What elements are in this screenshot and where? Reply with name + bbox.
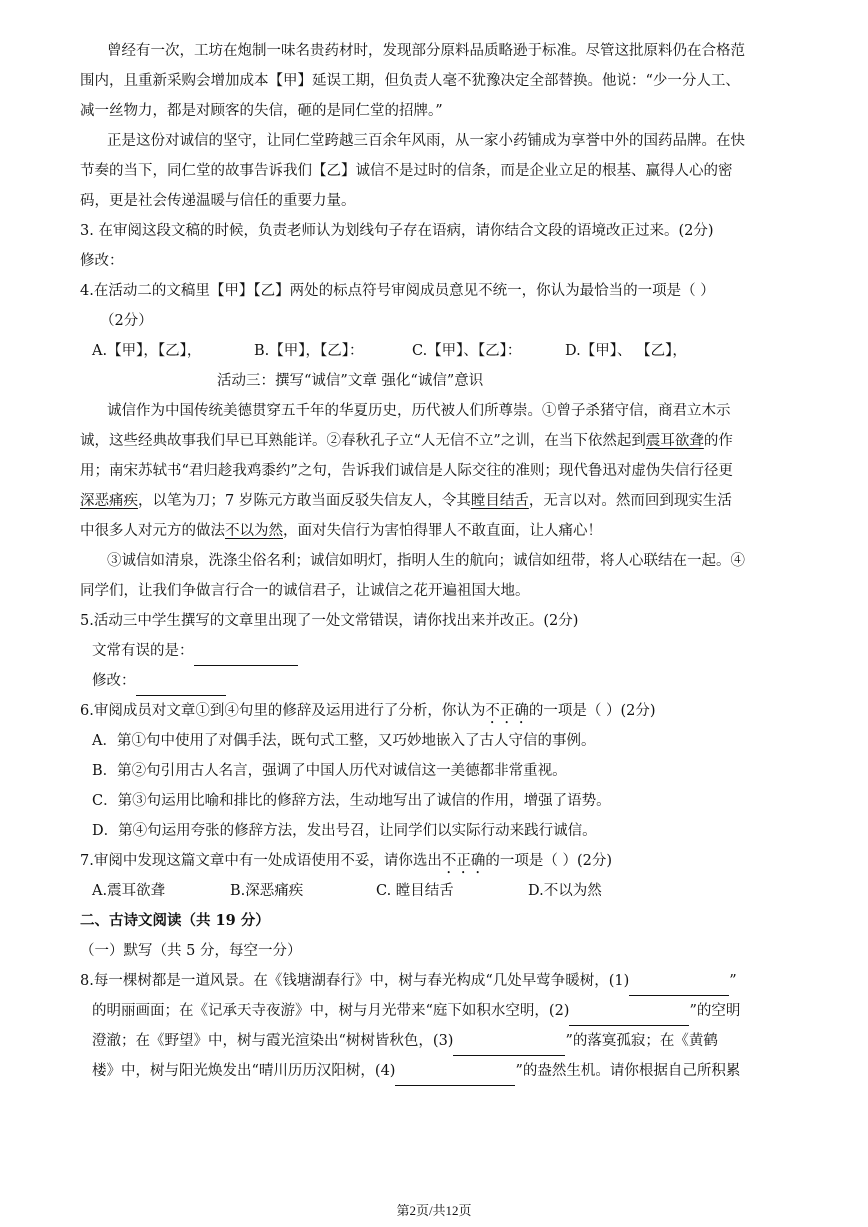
question-7-text: 的一项是（ ）(2分) bbox=[485, 853, 612, 869]
question-4-option-d[interactable]: D.【甲】、 【乙】， bbox=[565, 343, 687, 359]
question-8-line bbox=[92, 996, 740, 1026]
passage-line: 节奏的当下，同仁堂的故事告诉我们【乙】诚信不是过时的信条，而是企业立足的根基、赢得人心的密 bbox=[80, 163, 733, 179]
underlined-idiom: 瞠目结舌 bbox=[470, 493, 529, 509]
question-4: 4.在活动二的文稿里【甲】【乙】两处的标点符号审阅成员意见不统一，你认为最恰当的一项是（ ） bbox=[80, 283, 715, 299]
question-8-text: ”的落寞孤寂；在《黄鹤 bbox=[565, 1033, 718, 1049]
question-8-text: ” bbox=[729, 973, 737, 989]
question-7 bbox=[80, 846, 612, 877]
question-8-text: 8.每一棵树都是一道风景。在《钱塘湖春行》中，树与春光构成“几处早莺争暖树，(1) bbox=[80, 973, 630, 989]
passage-line: 围内，且重新采购会增加成本【甲】延误工期，但负责人毫不犹豫决定全部替换。他说：“少一分人工、 bbox=[80, 73, 740, 89]
question-8-line bbox=[92, 1056, 740, 1086]
essay-line: ③诚信如清泉，洗涤尘俗名利；诚信如明灯，指明人生的航向；诚信如纽带，将人心联结在一起。④ bbox=[107, 553, 745, 569]
underlined-idiom: 深恶痛疾 bbox=[80, 493, 138, 509]
essay-line bbox=[80, 486, 732, 516]
essay-text: ，以笔为刀；7 岁陈元方敢当面反驳失信友人，令其 bbox=[138, 493, 471, 509]
page-number: 第2页/共12页 bbox=[396, 1203, 472, 1218]
passage-line: 码，更是社会传递温暖与信任的重要力量。 bbox=[80, 193, 356, 209]
answer-blank[interactable] bbox=[395, 1067, 515, 1086]
essay-text: ，无言以对。然而回到现实生活 bbox=[528, 493, 732, 509]
answer-blank[interactable] bbox=[453, 1037, 565, 1056]
question-8-text: 的明丽画面；在《记承天寺夜游》中，树与月光带来“庭下如积水空明，(2) bbox=[92, 1003, 570, 1019]
question-8-text: ”的盎然生机。请你根据自己所积累 bbox=[515, 1063, 741, 1079]
question-8-text: 楼》中，树与阳光焕发出“晴川历历汉阳树，(4) bbox=[92, 1063, 396, 1079]
essay-text: 中很多人对元方的做法 bbox=[80, 523, 225, 539]
question-5-wrong-row bbox=[92, 636, 298, 666]
question-4-score: （2分） bbox=[100, 313, 153, 329]
answer-blank[interactable] bbox=[569, 1007, 689, 1026]
question-6-text: 的一项是（ ）(2分) bbox=[528, 703, 656, 719]
essay-text: 诚，这些经典故事我们早已耳熟能详。②春秋孔子立“人无信不立”之训，在当下依然起到 bbox=[80, 433, 646, 449]
question-4-option-b[interactable]: B.【甲】，【乙】： bbox=[254, 343, 364, 359]
question-6-option-b[interactable]: B．第②句引用古人名言，强调了中国人历代对诚信这一美德都非常重视。 bbox=[92, 763, 567, 779]
essay-text: ，面对失信行为害怕得罪人不敢直面，让人痛心！ bbox=[283, 523, 602, 539]
question-5-wrong-label: 文常有误的是： bbox=[92, 643, 194, 659]
essay-text: 的作 bbox=[703, 433, 733, 449]
question-3: 3. 在审阅这段文稿的时候，负责老师认为划线句子存在语病，请你结合文段的语境改正过来。(2分) bbox=[80, 223, 714, 239]
essay-line: 同学们，让我们争做言行合一的诚信君子，让诚信之花开遍祖国大地。 bbox=[80, 583, 530, 599]
activity-3-title: 活动三：撰写“诚信”文章 强化“诚信”意识 bbox=[217, 373, 484, 389]
essay-line: 用；南宋苏轼书“君归趁我鸡黍约”之句，告诉我们诚信是人际交往的准则；现代鲁迅对虚伪失信行径更 bbox=[80, 463, 733, 479]
essay-line bbox=[80, 426, 733, 456]
question-8-line bbox=[92, 1026, 718, 1056]
question-7-option-b[interactable]: B.深恶痛疾 bbox=[230, 883, 304, 899]
question-8-line bbox=[80, 966, 737, 996]
question-6-option-a[interactable]: A．第①句中使用了对偶手法，既句式工整，又巧妙地嵌入了古人守信的事例。 bbox=[92, 733, 596, 749]
question-5-fix-row bbox=[92, 666, 226, 696]
question-7-text: 7.审阅中发现这篇文章中有一处成语使用不妥，请你选出 bbox=[80, 853, 442, 869]
section-title: 二、古诗文阅读（共 19 分） bbox=[80, 912, 270, 929]
answer-blank[interactable] bbox=[194, 647, 298, 666]
question-5-fix-label: 修改： bbox=[92, 673, 136, 689]
passage-line: 曾经有一次，工坊在炮制一味名贵药材时，发现部分原料品质略逊于标准。尽管这批原料仍在合格范 bbox=[107, 43, 745, 59]
question-4-option-c[interactable]: C.【甲】、【乙】： bbox=[412, 343, 522, 359]
question-4-option-a[interactable]: A.【甲】，【乙】， bbox=[92, 343, 202, 359]
question-6-option-d[interactable]: D．第④句运用夸张的修辞方法，发出号召，让同学们以实际行动来践行诚信。 bbox=[92, 823, 597, 839]
question-8-text: 澄澈；在《野望》中，树与霞光渲染出“树树皆秋色，(3) bbox=[92, 1033, 454, 1049]
question-3-answer-label: 修改： bbox=[80, 253, 124, 269]
subsection-title: （一）默写（共 5 分，每空一分） bbox=[80, 943, 302, 959]
emphasis-text: 不正确 bbox=[441, 853, 486, 869]
passage-line: 减一丝物力，都是对顾客的失信，砸的是同仁堂的招牌。” bbox=[80, 103, 443, 119]
question-5: 5.活动三中学生撰写的文章里出现了一处文常错误，请你找出来并改正。(2分) bbox=[80, 613, 579, 629]
question-6-text: 6.审阅成员对文章①到④句里的修辞及运用进行了分析，你认为 bbox=[80, 703, 486, 719]
essay-line bbox=[80, 516, 602, 546]
question-7-option-c[interactable]: C. 瞠目结舌 bbox=[376, 883, 454, 899]
passage-line: 正是这份对诚信的坚守，让同仁堂跨越三百余年风雨，从一家小药铺成为享誉中外的国药品牌。在快 bbox=[107, 133, 745, 149]
underlined-idiom: 不以为然 bbox=[225, 523, 283, 539]
emphasis-text: 不正确 bbox=[485, 703, 529, 719]
question-6-option-c[interactable]: C．第③句运用比喻和排比的修辞方法，生动地写出了诚信的作用，增强了语势。 bbox=[92, 793, 611, 809]
question-8-text: ”的空明 bbox=[689, 1003, 741, 1019]
question-7-option-d[interactable]: D.不以为然 bbox=[528, 883, 602, 899]
answer-blank[interactable] bbox=[629, 977, 729, 996]
question-6 bbox=[80, 696, 656, 727]
underlined-idiom: 震耳欲聋 bbox=[645, 433, 704, 449]
question-7-option-a[interactable]: A.震耳欲聋 bbox=[92, 883, 166, 899]
essay-line: 诚信作为中国传统美德贯穿五千年的华夏历史，历代被人们所尊崇。①曾子杀猪守信，商君立木示 bbox=[107, 403, 731, 419]
answer-blank[interactable] bbox=[136, 677, 226, 696]
